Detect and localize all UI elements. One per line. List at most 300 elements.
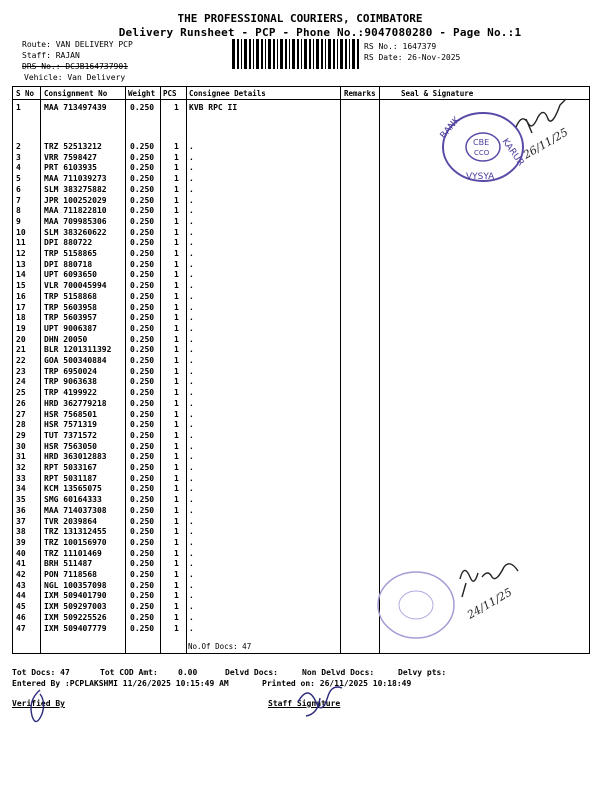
row-weight: 0.250 <box>130 323 155 333</box>
row-weight: 0.250 <box>130 302 155 312</box>
row-sno: 43 <box>16 580 26 590</box>
row-consignment-no: HSR 7571319 <box>44 420 97 430</box>
row-consignee: . <box>189 259 194 269</box>
row-weight: 0.250 <box>130 249 155 258</box>
row-consignment-no: HRD 362779218 <box>44 398 107 408</box>
row-pcs: 1 <box>174 559 179 569</box>
row-consignee: . <box>189 537 194 547</box>
row-sno: 17 <box>16 302 26 312</box>
total-cod-label: Tot COD Amt: <box>100 668 158 677</box>
row-sno: 12 <box>16 249 26 258</box>
table-row <box>13 367 343 377</box>
row-pcs: 1 <box>174 163 179 173</box>
row-weight: 0.250 <box>130 602 155 612</box>
row-sno: 35 <box>16 495 26 505</box>
staff-label: Staff: RAJAN <box>22 51 80 60</box>
row-pcs: 1 <box>174 249 179 258</box>
table-row <box>13 591 343 601</box>
row-consignee: . <box>189 356 194 365</box>
row-sno: 37 <box>16 516 26 526</box>
row-consignee: . <box>189 602 194 612</box>
row-sno: 27 <box>16 409 26 419</box>
row-pcs: 1 <box>174 452 179 462</box>
row-weight: 0.250 <box>130 227 155 237</box>
table-row <box>13 260 343 270</box>
row-pcs: 1 <box>174 206 179 216</box>
row-consignment-no: DPI 880722 <box>44 238 93 248</box>
row-consignee: . <box>189 484 194 494</box>
row-sno: 19 <box>16 323 26 333</box>
rs-date: RS Date: 26-Nov-2025 <box>364 53 461 62</box>
row-consignee: . <box>189 291 194 301</box>
svg-text:KARUR: KARUR <box>499 136 526 169</box>
table-row <box>13 420 343 430</box>
table-row <box>13 549 343 559</box>
row-weight: 0.250 <box>130 548 155 558</box>
row-pcs: 1 <box>174 227 179 237</box>
svg-text:VYSYA: VYSYA <box>466 172 495 182</box>
row-sno: 5 <box>16 174 21 184</box>
row-consignee: . <box>189 580 194 590</box>
row-consignment-no: BRH 511487 <box>44 559 93 569</box>
row-pcs: 1 <box>174 612 179 622</box>
row-consignee: . <box>189 430 194 440</box>
row-consignee: . <box>189 366 194 376</box>
row-consignment-no: MAA 709985306 <box>44 216 107 226</box>
row-sno: 38 <box>16 527 26 537</box>
row-consignee: . <box>189 323 194 333</box>
table-row <box>13 517 343 527</box>
row-consignment-no: TRP 9063638 <box>44 377 97 387</box>
table-row <box>13 410 343 420</box>
row-sno: 14 <box>16 270 26 280</box>
row-pcs: 1 <box>174 302 179 312</box>
row-consignee: . <box>189 174 194 184</box>
row-pcs: 1 <box>174 570 179 579</box>
row-weight: 0.250 <box>130 516 155 526</box>
row-weight: 0.250 <box>130 473 155 483</box>
table-row <box>13 303 343 313</box>
row-sno: 40 <box>16 548 26 558</box>
row-consignment-no: VLR 700045994 <box>44 281 107 291</box>
row-pcs: 1 <box>174 580 179 590</box>
row-sno: 36 <box>16 505 26 515</box>
row-sno: 3 <box>16 152 21 162</box>
row-consignee: . <box>189 548 194 558</box>
row-consignment-no: TRP 6950024 <box>44 366 97 376</box>
row-sno: 39 <box>16 537 26 547</box>
row-sno: 13 <box>16 259 26 269</box>
row-consignment-no: VRR 7598427 <box>44 152 97 162</box>
table-row <box>13 463 343 473</box>
row-sno: 47 <box>16 623 26 633</box>
table-row <box>13 281 343 291</box>
row-pcs: 1 <box>174 334 179 344</box>
row-consignee: . <box>189 195 194 205</box>
signature-top-icon <box>508 97 588 177</box>
runsheet-title: Delivery Runsheet - PCP - Phone No.:9047080280 - Page No.:1 <box>118 26 522 39</box>
row-consignee: . <box>189 570 194 579</box>
table-row <box>13 174 343 184</box>
row-weight: 0.250 <box>130 206 155 216</box>
table-row <box>13 431 343 441</box>
table-row <box>13 474 343 484</box>
row-weight: 0.250 <box>130 184 155 194</box>
table-row <box>13 206 343 216</box>
row-consignee: . <box>189 495 194 505</box>
row-consignee: . <box>189 216 194 226</box>
table-row <box>13 377 343 387</box>
row-weight: 0.250 <box>130 612 155 622</box>
row-weight: 0.250 <box>130 495 155 505</box>
row-consignee: . <box>189 623 194 633</box>
col-header-consignment: Consignment No <box>44 89 108 98</box>
row-sno: 9 <box>16 216 21 226</box>
row-pcs: 1 <box>174 366 179 376</box>
barcode-image <box>232 39 360 69</box>
row-pcs: 1 <box>174 291 179 301</box>
row-consignment-no: IXM 509401790 <box>44 591 107 601</box>
row-pcs: 1 <box>174 216 179 226</box>
row-consignee: . <box>189 152 194 162</box>
row-consignee: . <box>189 334 194 344</box>
table-row <box>13 313 343 323</box>
row-weight: 0.250 <box>130 420 155 430</box>
row-consignment-no: RPT 5031187 <box>44 473 97 483</box>
printed-on: Printed on: 26/11/2025 10:18:49 <box>262 679 412 688</box>
row-consignment-no: SLM 383275882 <box>44 184 107 194</box>
row-sno: 7 <box>16 195 21 205</box>
row-consignee: . <box>189 249 194 258</box>
row-sno: 34 <box>16 484 26 494</box>
row-pcs: 1 <box>174 323 179 333</box>
no-of-docs: No.Of Docs: 47 <box>188 642 252 651</box>
row-weight: 0.250 <box>130 313 155 323</box>
row-weight: 0.250 <box>130 238 155 248</box>
row-consignee: . <box>189 142 194 151</box>
col-header-remarks: Remarks <box>344 89 376 98</box>
table-row <box>13 335 343 345</box>
row-consignee: . <box>189 527 194 537</box>
row-consignment-no: IXM 509297003 <box>44 602 107 612</box>
row-weight: 0.250 <box>130 163 155 173</box>
table-row <box>13 324 343 334</box>
verifier-signature-icon <box>20 684 60 734</box>
row-weight: 0.250 <box>130 152 155 162</box>
row-sno: 23 <box>16 366 26 376</box>
row-pcs: 1 <box>174 602 179 612</box>
row-weight: 0.250 <box>130 537 155 547</box>
row-weight: 0.250 <box>130 103 155 112</box>
row-pcs: 1 <box>174 356 179 365</box>
row-consignment-no: RPT 5033167 <box>44 463 97 472</box>
table-row <box>13 527 343 537</box>
row-consignment-no: TVR 2039864 <box>44 516 97 526</box>
row-weight: 0.250 <box>130 281 155 291</box>
row-consignment-no: JPR 100252029 <box>44 195 107 205</box>
row-consignment-no: DHN 20050 <box>44 334 88 344</box>
row-pcs: 1 <box>174 398 179 408</box>
row-weight: 0.250 <box>130 345 155 355</box>
table-row <box>13 185 343 195</box>
row-consignment-no: HRD 363012883 <box>44 452 107 462</box>
table-row <box>13 399 343 409</box>
row-sno: 32 <box>16 463 26 472</box>
row-weight: 0.250 <box>130 430 155 440</box>
row-consignee: . <box>189 281 194 291</box>
verified-by: Verified By <box>12 699 65 708</box>
row-weight: 0.250 <box>130 570 155 579</box>
row-pcs: 1 <box>174 345 179 355</box>
row-pcs: 1 <box>174 548 179 558</box>
total-docs: Tot Docs: 47 <box>12 668 70 677</box>
row-consignment-no: IXM 509407779 <box>44 623 107 633</box>
row-weight: 0.250 <box>130 259 155 269</box>
row-consignment-no: UPT 6093650 <box>44 270 97 280</box>
row-pcs: 1 <box>174 463 179 472</box>
row-consignee: . <box>189 227 194 237</box>
col-header-seal: Seal & Signature <box>401 89 474 98</box>
row-weight: 0.250 <box>130 559 155 569</box>
row-sno: 1 <box>16 103 21 112</box>
route-label: Route: VAN DELIVERY PCP <box>22 40 133 49</box>
company-title: THE PROFESSIONAL COURIERS, COIMBATORE <box>177 12 423 25</box>
table-row <box>13 559 343 569</box>
table-row <box>13 495 343 505</box>
row-sno: 33 <box>16 473 26 483</box>
row-sno: 22 <box>16 356 26 365</box>
row-consignee: . <box>189 591 194 601</box>
row-sno: 29 <box>16 430 26 440</box>
row-sno: 24 <box>16 377 26 387</box>
row-consignee: . <box>189 238 194 248</box>
table-row <box>13 602 343 612</box>
row-weight: 0.250 <box>130 484 155 494</box>
row-consignee: . <box>189 163 194 173</box>
row-weight: 0.250 <box>130 334 155 344</box>
row-consignment-no: MAA 711039273 <box>44 174 107 184</box>
row-consignment-no: GOA 500340884 <box>44 356 107 365</box>
table-row <box>13 292 343 302</box>
row-pcs: 1 <box>174 537 179 547</box>
row-sno: 25 <box>16 388 26 398</box>
drs-number: DRS No.: DCJB164737901 <box>22 62 128 71</box>
entered-by: Entered By :PCPLAKSHMI 11/26/2025 10:15:49 AM <box>12 679 229 688</box>
delivered-docs: Delvd Docs: <box>225 668 278 677</box>
row-sno: 4 <box>16 163 21 173</box>
row-consignment-no: SMG 60164333 <box>44 495 102 505</box>
row-sno: 2 <box>16 142 21 151</box>
row-consignment-no: TUT 7371572 <box>44 430 97 440</box>
total-cod-value: 0.00 <box>178 668 198 677</box>
row-consignment-no: KCM 13565075 <box>44 484 102 494</box>
row-consignee: . <box>189 184 194 194</box>
col-header-weight: Weight <box>128 89 156 98</box>
row-pcs: 1 <box>174 152 179 162</box>
row-pcs: 1 <box>174 313 179 323</box>
svg-text:CCO: CCO <box>474 149 490 157</box>
table-row <box>13 613 343 623</box>
row-sno: 20 <box>16 334 26 344</box>
row-consignment-no: MAA 711822810 <box>44 206 107 216</box>
delivery-points: Delvy pts: <box>398 668 447 677</box>
row-weight: 0.250 <box>130 388 155 398</box>
row-weight: 0.250 <box>130 291 155 301</box>
row-weight: 0.250 <box>130 505 155 515</box>
non-delivered-docs: Non Delvd Docs: <box>302 668 375 677</box>
row-sno: 30 <box>16 441 26 451</box>
table-row <box>13 581 343 591</box>
row-pcs: 1 <box>174 409 179 419</box>
row-pcs: 1 <box>174 270 179 280</box>
table-row <box>13 624 343 634</box>
row-sno: 16 <box>16 291 26 301</box>
table-row <box>13 484 343 494</box>
row-pcs: 1 <box>174 259 179 269</box>
row-consignment-no: SLM 383260622 <box>44 227 107 237</box>
row-weight: 0.250 <box>130 377 155 387</box>
row-weight: 0.250 <box>130 398 155 408</box>
svg-text:CBE: CBE <box>473 138 490 147</box>
row-sno: 45 <box>16 602 26 612</box>
row-sno: 18 <box>16 313 26 323</box>
row-consignee: . <box>189 409 194 419</box>
row-consignee: . <box>189 398 194 408</box>
staff-signature: Staff Signature <box>268 699 341 708</box>
table-row <box>13 103 343 113</box>
table-row <box>13 388 343 398</box>
row-consignment-no: TRZ 11101469 <box>44 548 102 558</box>
table-row <box>13 142 343 152</box>
table-row <box>13 506 343 516</box>
table-row <box>13 270 343 280</box>
row-weight: 0.250 <box>130 174 155 184</box>
row-weight: 0.250 <box>130 195 155 205</box>
row-pcs: 1 <box>174 430 179 440</box>
row-consignee: . <box>189 270 194 280</box>
row-sno: 42 <box>16 570 26 579</box>
row-sno: 31 <box>16 452 26 462</box>
row-consignment-no: TRP 5158865 <box>44 249 97 258</box>
row-pcs: 1 <box>174 281 179 291</box>
row-sno: 15 <box>16 281 26 291</box>
row-weight: 0.250 <box>130 270 155 280</box>
row-sno: 8 <box>16 206 21 216</box>
row-pcs: 1 <box>174 591 179 601</box>
row-pcs: 1 <box>174 473 179 483</box>
row-pcs: 1 <box>174 623 179 633</box>
row-consignee: . <box>189 313 194 323</box>
row-consignment-no: MAA 713497439 <box>44 103 107 112</box>
row-pcs: 1 <box>174 505 179 515</box>
row-weight: 0.250 <box>130 216 155 226</box>
row-weight: 0.250 <box>130 409 155 419</box>
row-consignee: . <box>189 516 194 526</box>
row-consignee: KVB RPC II <box>189 103 238 112</box>
row-pcs: 1 <box>174 377 179 387</box>
row-consignment-no: PRT 6103935 <box>44 163 97 173</box>
row-weight: 0.250 <box>130 591 155 601</box>
row-consignee: . <box>189 377 194 387</box>
table-row <box>13 442 343 452</box>
row-consignment-no: TRP 5603957 <box>44 313 97 323</box>
table-row <box>13 249 343 259</box>
row-consignee: . <box>189 388 194 398</box>
row-sno: 46 <box>16 612 26 622</box>
row-consignee: . <box>189 420 194 430</box>
row-pcs: 1 <box>174 142 179 151</box>
table-row <box>13 538 343 548</box>
svg-text:BANK: BANK <box>438 115 463 141</box>
row-pcs: 1 <box>174 441 179 451</box>
row-weight: 0.250 <box>130 356 155 365</box>
table-row <box>13 238 343 248</box>
row-pcs: 1 <box>174 174 179 184</box>
row-sno: 10 <box>16 227 26 237</box>
row-sno: 21 <box>16 345 26 355</box>
vehicle-label: Vehicle: Van Delivery <box>24 73 126 82</box>
row-consignee: . <box>189 612 194 622</box>
row-pcs: 1 <box>174 238 179 248</box>
table-row <box>13 570 343 580</box>
svg-text:24/11/25: 24/11/25 <box>465 585 515 622</box>
row-consignment-no: TRP 5158868 <box>44 291 97 301</box>
row-sno: 11 <box>16 238 26 248</box>
table-row <box>13 228 343 238</box>
row-consignment-no: BLR 1201311392 <box>44 345 112 355</box>
row-consignment-no: TRZ 131312455 <box>44 527 107 537</box>
row-weight: 0.250 <box>130 142 155 151</box>
row-weight: 0.250 <box>130 463 155 472</box>
row-pcs: 1 <box>174 527 179 537</box>
signature-bottom-icon <box>448 549 548 639</box>
row-pcs: 1 <box>174 495 179 505</box>
svg-text:26/11/25: 26/11/25 <box>521 125 571 162</box>
row-sno: 26 <box>16 398 26 408</box>
table-row <box>13 345 343 355</box>
table-row <box>13 452 343 462</box>
row-consignment-no: IXM 509225526 <box>44 612 107 622</box>
row-consignee: . <box>189 559 194 569</box>
row-consignment-no: TRP 5603958 <box>44 302 97 312</box>
row-sno: 6 <box>16 184 21 194</box>
row-consignment-no: HSR 7563050 <box>44 441 97 451</box>
row-consignment-no: MAA 714037308 <box>44 505 107 515</box>
row-pcs: 1 <box>174 103 179 112</box>
row-pcs: 1 <box>174 420 179 430</box>
row-consignment-no: NGL 100357098 <box>44 580 107 590</box>
row-pcs: 1 <box>174 195 179 205</box>
table-row <box>13 356 343 366</box>
table-row <box>13 153 343 163</box>
row-consignment-no: TRZ 52513212 <box>44 142 102 151</box>
row-consignee: . <box>189 206 194 216</box>
row-weight: 0.250 <box>130 452 155 462</box>
row-pcs: 1 <box>174 484 179 494</box>
runsheet-table <box>12 86 590 654</box>
table-row <box>13 217 343 227</box>
row-weight: 0.250 <box>130 527 155 537</box>
staff-signature-scribble-icon <box>292 676 352 726</box>
row-consignment-no: TRP 4199922 <box>44 388 97 398</box>
row-consignment-no: DPI 880718 <box>44 259 93 269</box>
row-pcs: 1 <box>174 184 179 194</box>
row-consignee: . <box>189 345 194 355</box>
row-sno: 41 <box>16 559 26 569</box>
col-header-pcs: PCS <box>163 89 177 98</box>
row-consignee: . <box>189 452 194 462</box>
row-pcs: 1 <box>174 388 179 398</box>
